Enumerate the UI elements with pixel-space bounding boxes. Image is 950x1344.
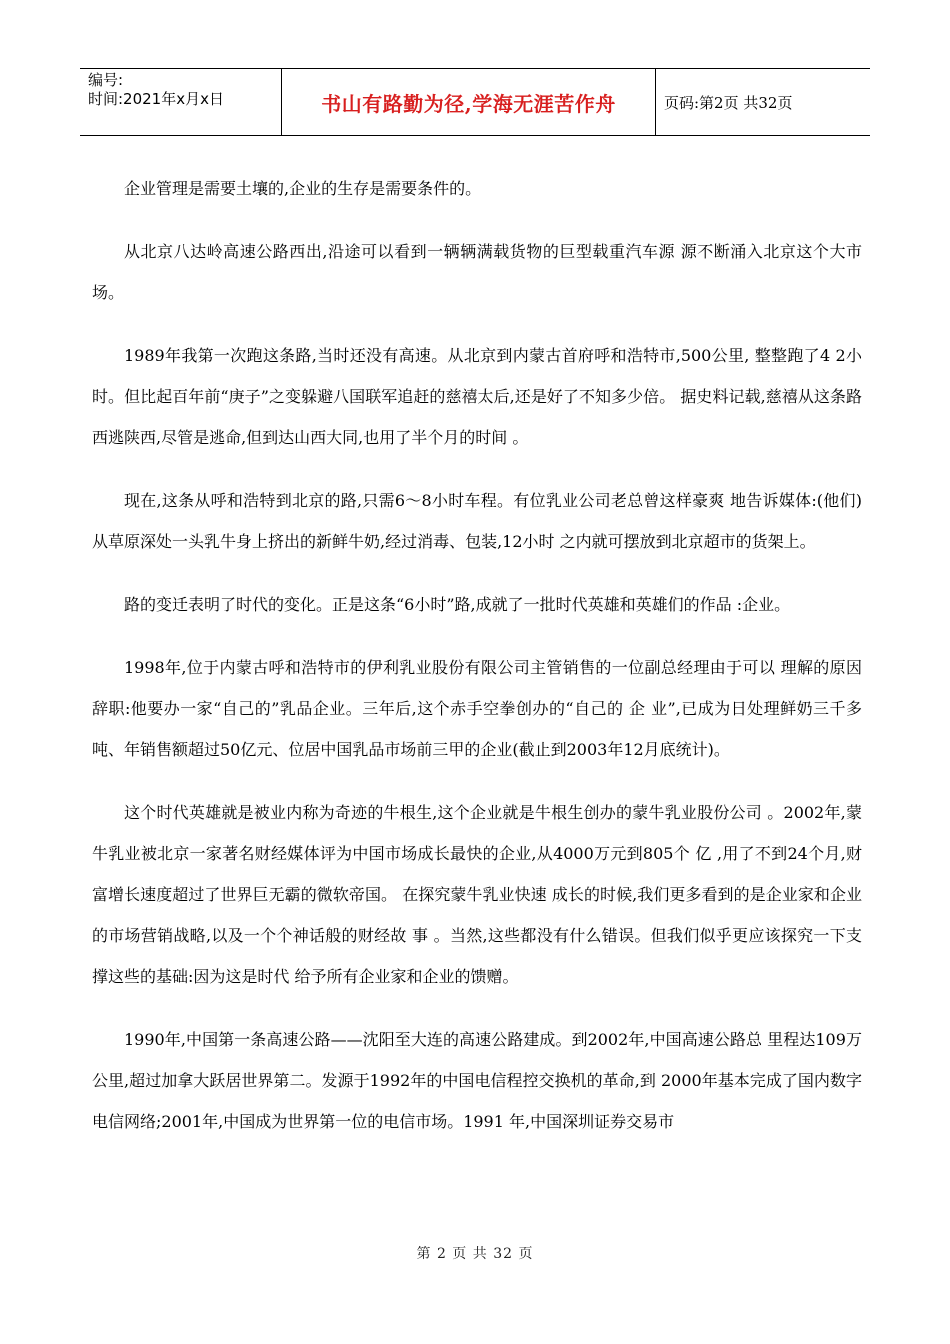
header-table <box>80 68 870 136</box>
paragraph: 路的变迁表明了时代的变化。正是这条“6小时”路,成就了一批时代英雄和英雄们的作品 :企业。 <box>124 595 791 614</box>
page-info-text: 页码:第2页 共32页 <box>664 93 793 112</box>
page-footer <box>0 1243 950 1263</box>
paragraph: 现在,这条从呼和浩特到北京的路,只需6～8小时车程。有位乳业公司老总曾这样豪爽 地告诉媒体:(他们)从草原深处一头乳牛身上挤出的新鲜牛奶,经过消毒、包装,12小时 之内就可摆放到北京超市的货架上。 <box>92 491 862 551</box>
paragraph: 1990年,中国第一条高速公路——沈阳至大连的高速公路建成。到2002年,中国高速公路总 里程达109万公里,超过加拿大跃居世界第二。发源于1992年的中国电信程控交换机的革命,到 2000年基本完成了国内数字电信网络;2001年,中国成为世界第一位的电信市场。1991 年,中国深圳证券交易市 <box>92 1030 862 1131</box>
footer-page-number: 第 2 页 共 32 页 <box>416 1246 534 1262</box>
number-label: 编号: <box>88 71 124 89</box>
page-info-cell <box>656 69 870 135</box>
header-meta-cell <box>80 69 282 135</box>
paragraph: 企业管理是需要土壤的,企业的生存是需要条件的。 <box>124 179 482 198</box>
motto-text: 书山有路勤为径,学海无涯苦作舟 <box>321 91 616 116</box>
motto-cell <box>282 69 656 135</box>
paragraph: 这个时代英雄就是被业内称为奇迹的牛根生,这个企业就是牛根生创办的蒙牛乳业股份公司 。2002年,蒙牛乳业被北京一家著名财经媒体评为中国市场成长最快的企业,从4000万元到805个 亿 ,用了不到24个月,财富增长速度超过了世界巨无霸的微软帝国。 在探究蒙牛乳业快速 成长的时候,我们更多看到的是企业家和企业的市场营销战略,以及一个个神话般的财经故 事 。当然,这些都没有什么错误。但我们似乎更应该探究一下支撑这些的基础:因为这是时代 给予所有企业家和企业的馈赠。 <box>92 803 862 986</box>
paragraph: 1989年我第一次跑这条路,当时还没有高速。从北京到内蒙古首府呼和浩特市,500公里, 整整跑了4 2小时。但比起百年前“庚子”之变躲避八国联军追赶的慈禧太后,还是好了不知多少倍。 据史料记载,慈禧从这条路西逃陕西,尽管是逃命,但到达山西大同,也用了半个月的时间 。 <box>92 346 862 447</box>
document-body <box>92 168 862 1164</box>
paragraph: 1998年,位于内蒙古呼和浩特市的伊利乳业股份有限公司主管销售的一位副总经理由于可以 理解的原因辞职:他要办一家“自己的”乳品企业。三年后,这个赤手空拳创办的“自己的 企 业”,已成为日处理鲜奶三千多吨、年销售额超过50亿元、位居中国乳品市场前三甲的企业(截止到2003年12月底统计)。 <box>92 658 862 759</box>
paragraph: 从北京八达岭高速公路西出,沿途可以看到一辆辆满载货物的巨型载重汽车源 源不断涌入北京这个大市场。 <box>92 242 862 302</box>
time-label: 时间:2021年x月x日 <box>88 90 224 108</box>
